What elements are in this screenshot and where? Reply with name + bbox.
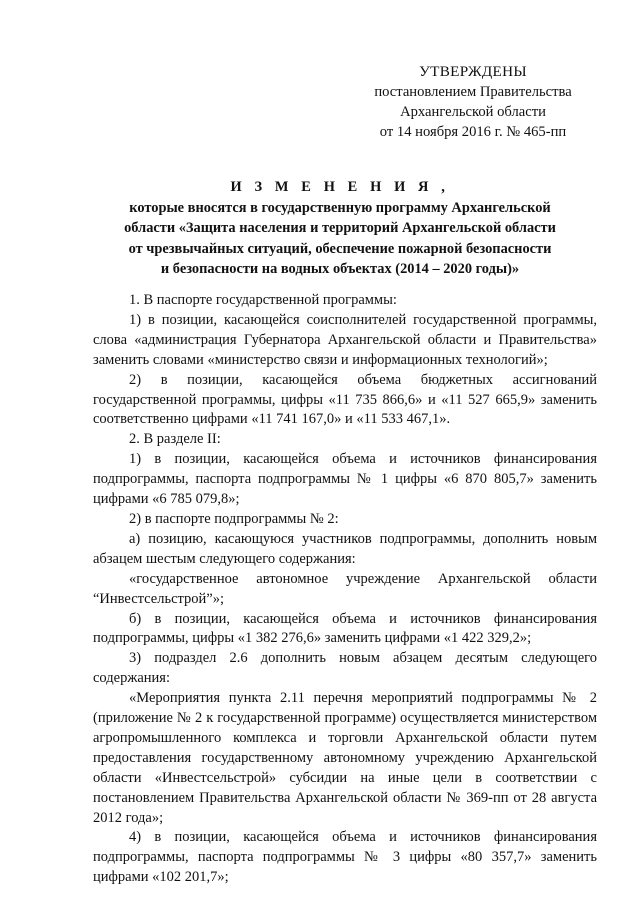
approval-line-1: постановлением Правительства: [374, 84, 572, 100]
paragraph: 3) подраздел 2.6 дополнить новым абзацем десятым следующего содержания:: [93, 650, 597, 687]
title-line-2: области «Защита населения и территорий Архангельской области: [124, 220, 556, 236]
paragraph: а) позицию, касающуюся участников подпрограммы, дополнить новым абзацем шестым следующего содержания:: [93, 530, 597, 567]
document-body: [93, 291, 597, 888]
title-heading: И З М Е Н Е Н И Я ,: [230, 179, 450, 195]
document-title: [90, 177, 590, 280]
approval-line-2: Архангельской области: [400, 104, 546, 120]
title-line-1: которые вносятся в государственную программу Архангельской: [129, 199, 551, 216]
paragraph: б) в позиции, касающейся объема и источников финансирования подпрограммы, цифры «1 382 276,6» заменить цифрами «1 422 329,2»;: [93, 610, 597, 647]
paragraph: 2) в паспорте подпрограммы № 2:: [129, 510, 339, 527]
paragraph: «государственное автономное учреждение Архангельской области “Инвестсельстрой”»;: [93, 570, 597, 607]
title-line-4: и безопасности на водных объектах (2014 – 2020 годы)»: [160, 261, 520, 277]
approval-title: УТВЕРЖДЕНЫ: [419, 63, 527, 80]
approval-block: [360, 62, 586, 142]
paragraph: «Мероприятия пункта 2.11 перечня мероприятий подпрограммы № 2 (приложение № 2 к государственной программе) осуществляется министерством агропромышленного комплекса и торговли Архангельской области путем предоставления государственному автономному учреждению Архангельской области «Инвестсельстрой» субсидии на иные цели в соответствии с постановлением Правительства Архангельской области № 369-пп от 28 августа 2012 года»;: [93, 690, 597, 826]
paragraph: 2) в позиции, касающейся объема бюджетных ассигнований государственной программы, цифры «11 735 866,6» и «11 527 665,9» заменить соответственно цифрами «11 741 167,0» и «11 533 467,1».: [93, 371, 597, 428]
paragraph: 2. В разделе II:: [129, 431, 221, 448]
paragraph: 4) в позиции, касающейся объема и источников финансирования подпрограммы, паспорта подпрограммы № 3 цифры «80 357,7» заменить цифрами «102 201,7»;: [93, 829, 597, 886]
paragraph: 1) в позиции, касающейся объема и источников финансирования подпрограммы, паспорта подпрограммы № 1 цифры «6 870 805,7» заменить цифрами «6 785 079,8»;: [93, 451, 597, 508]
paragraph: 1) в позиции, касающейся соисполнителей государственной программы, слова «администрация Губернатора Архангельской области и Правительства» заменить словами «министерство связи и информационных технологий»;: [93, 311, 597, 368]
paragraph: 1. В паспорте государственной программы:: [129, 292, 397, 308]
approval-line-3: от 14 ноября 2016 г. № 465-пп: [379, 124, 567, 140]
title-line-3: от чрезвычайных ситуаций, обеспечение пожарной безопасности: [128, 240, 552, 257]
